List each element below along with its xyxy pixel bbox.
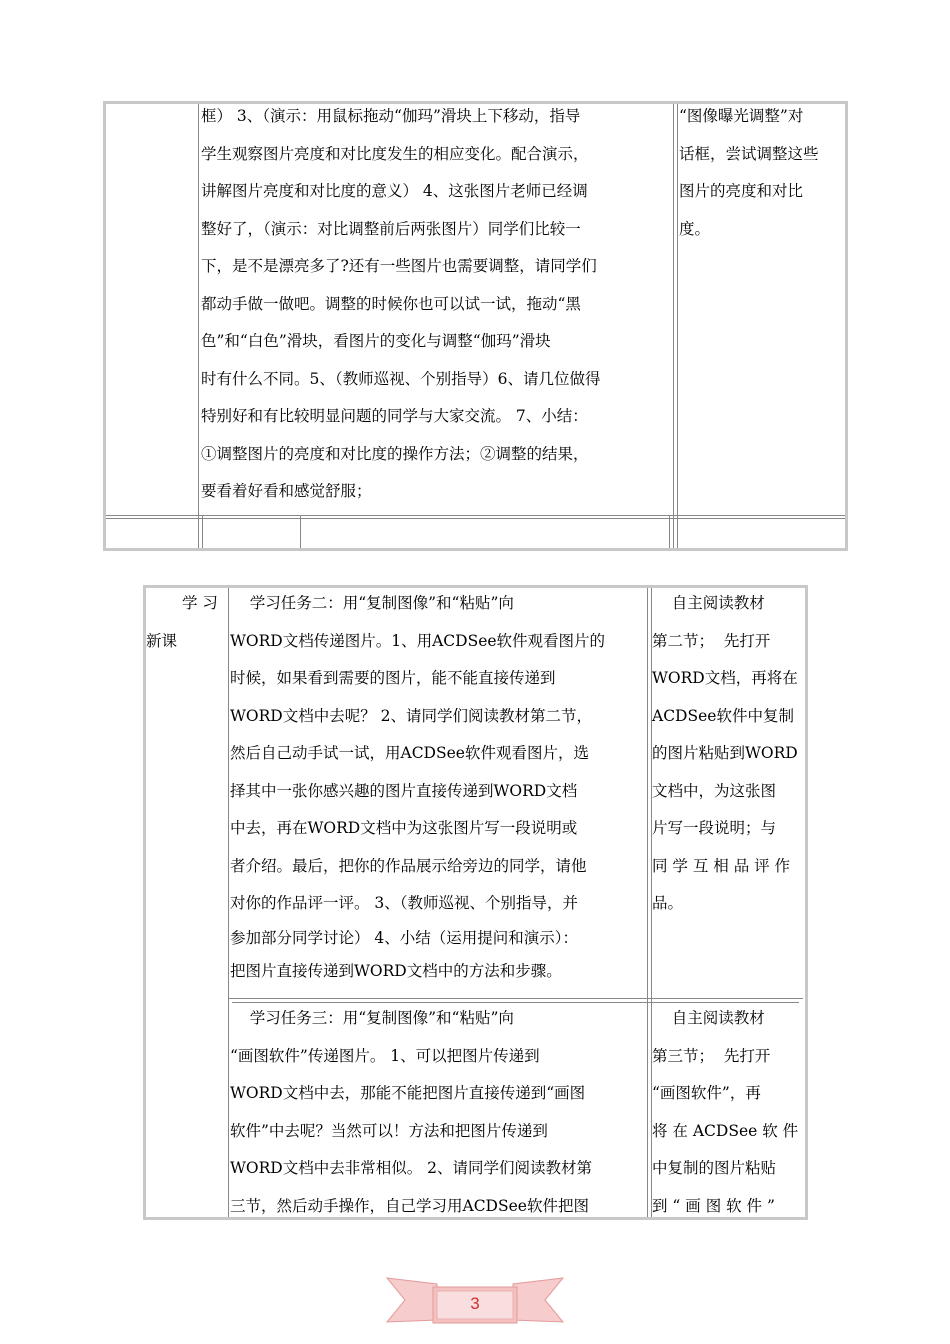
table1-activity-text xyxy=(201,98,671,511)
text-line: 的图片粘贴到WORD xyxy=(652,744,798,762)
text-line: 时候，如果看到需要的图片，能不能直接传递到 xyxy=(230,669,556,687)
text-line: 择其中一张你感兴趣的图片直接传递到WORD文档 xyxy=(230,781,578,800)
page-number: 3 xyxy=(470,1294,480,1313)
text-line: 软件”中去呢？当然可以！方法和把图片传递到 xyxy=(230,1121,548,1140)
text-line: ①调整图片的亮度和对比度的操作方法；②调整的结果， xyxy=(201,444,589,463)
text-line: 参加部分同学讨论） 4、小结（运用提问和演示）： xyxy=(230,928,579,947)
text-line: 三节，然后动手操作，自己学习用ACDSee软件把图 xyxy=(230,1196,589,1215)
table1-bottom-divider-c xyxy=(669,515,670,548)
text-line: WORD文档中去，那能不能把图片直接传递到“画图 xyxy=(230,1084,586,1102)
text-line: 学习任务三：用“复制图像”和“粘贴”向 xyxy=(230,1009,514,1027)
table1-student-text xyxy=(679,98,845,248)
text-line: 将 在 ACDSee 软 件 xyxy=(652,1121,799,1140)
text-line: 者介绍。最后，把你的作品展示给旁边的同学，请他 xyxy=(230,856,587,875)
text-line: “画图软件”传递图片。 1、可以把图片传递到 xyxy=(230,1046,540,1065)
text-line: “画图软件”，再 xyxy=(652,1084,761,1102)
table1-divider-3 xyxy=(677,104,678,548)
text-line: 要看着好看和感觉舒服； xyxy=(201,482,372,500)
table2-row-label xyxy=(146,585,226,660)
text-line: 框） 3、（演示：用鼠标拖动“伽玛”滑块上下移动，指导 xyxy=(201,107,581,125)
table1-bottom-divider-a xyxy=(202,515,203,548)
text-line: 度。 xyxy=(679,219,711,238)
text-line: 把图片直接传递到WORD文档中的方法和步骤。 xyxy=(230,961,562,980)
text-line: 中复制的图片粘贴 xyxy=(652,1159,777,1177)
text-line: 色”和“白色”滑块，看图片的变化与调整“伽玛”滑块 xyxy=(201,332,551,350)
text-line: 中去，再在WORD文档中为这张图片写一段说明或 xyxy=(230,819,578,837)
text-line: 整好了，（演示：对比调整前后两张图片）同学们比较一 xyxy=(201,219,581,238)
text-line: 片写一段说明；与 xyxy=(652,819,777,837)
table2-divider-right xyxy=(647,588,648,1217)
text-line: 时有什么不同。5、（教师巡视、个别指导）6、请几位做得 xyxy=(201,369,601,388)
text-line: 下，是不是漂亮多了?还有一些图片也需要调整，请同学们 xyxy=(201,257,597,275)
text-line: 话框，尝试调整这些 xyxy=(679,144,819,163)
text-line: 学习任务二：用“复制图像”和“粘贴”向 xyxy=(230,594,514,612)
label-line-2: 新课 xyxy=(146,631,178,650)
text-line: 同 学 互 相 品 评 作 xyxy=(652,856,791,875)
text-line: ACDSee软件中复制 xyxy=(652,706,794,725)
task2-activity-text xyxy=(230,585,646,990)
text-line: 学生观察图片亮度和对比度发生的相应变化。配合演示， xyxy=(201,144,589,163)
text-line: 第二节； 先打开 xyxy=(652,631,771,650)
table1-divider-2 xyxy=(673,104,674,548)
task2-student-text xyxy=(652,585,804,923)
table2-task-separator xyxy=(228,998,803,999)
text-line: WORD文档传递图片。1、用ACDSee软件观看图片的 xyxy=(230,631,606,650)
table1-bottom-row-rule-2 xyxy=(106,518,845,519)
table2-divider-label xyxy=(228,588,229,1217)
text-line: WORD文档中去呢？ 2、请同学们阅读教材第二节， xyxy=(230,706,593,725)
text-line: WORD文档，再将在 xyxy=(652,669,798,687)
text-line: 然后自己动手试一试，用ACDSee软件观看图片，选 xyxy=(230,744,589,762)
text-line: 品。 xyxy=(652,894,684,912)
text-line: 图片的亮度和对比 xyxy=(679,182,804,200)
text-line: WORD文档中去非常相似。 2、请同学们阅读教材第 xyxy=(230,1159,593,1177)
text-line: 特别好和有比较明显问题的同学与大家交流。 7、小结： xyxy=(201,407,588,425)
text-line: 第三节； 先打开 xyxy=(652,1046,771,1065)
text-line: 自主阅读教材 xyxy=(652,594,765,612)
task3-student-text xyxy=(652,1000,804,1225)
task3-activity-text xyxy=(230,1000,646,1225)
text-line: 讲解图片亮度和对比度的意义） 4、这张图片老师已经调 xyxy=(201,182,588,200)
label-line-1: 学 习 xyxy=(182,594,218,612)
table1-bottom-divider-b xyxy=(300,515,301,548)
text-line: 到 “ 画 图 软 件 ” xyxy=(652,1196,775,1215)
text-line: 对你的作品评一评。 3、（教师巡视、个别指导，并 xyxy=(230,894,579,912)
table1-bottom-row-rule xyxy=(106,515,845,516)
text-line: 文档中，为这张图 xyxy=(652,781,777,800)
table1-divider-1 xyxy=(198,104,199,548)
text-line: 自主阅读教材 xyxy=(652,1009,765,1027)
text-line: “图像曝光调整”对 xyxy=(679,107,804,125)
text-line: 都动手做一做吧。调整的时候你也可以试一试，拖动“黑 xyxy=(201,294,581,313)
